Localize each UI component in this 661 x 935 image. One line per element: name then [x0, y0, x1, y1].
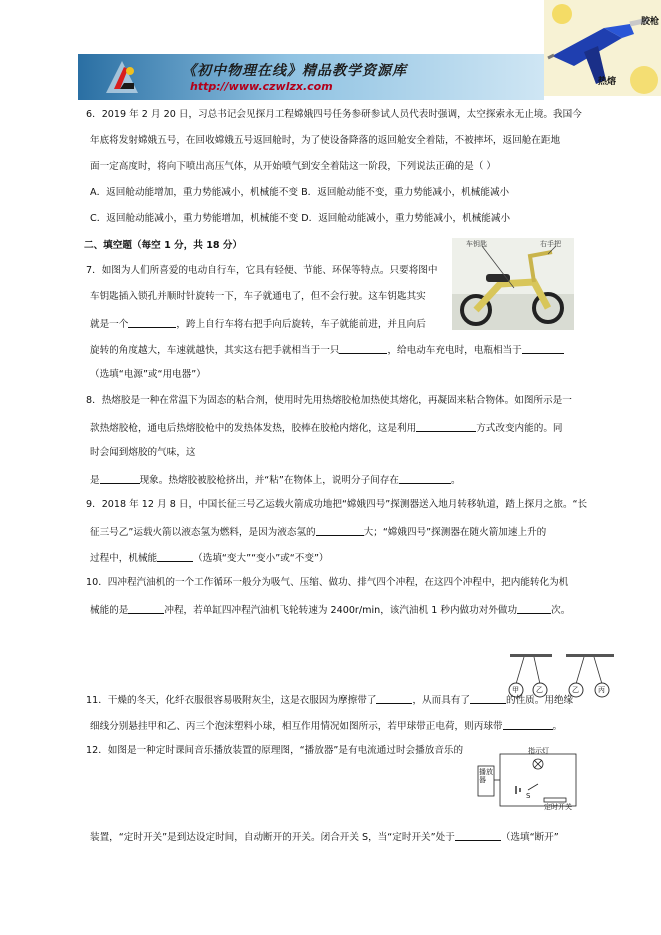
- q10-text-2a: 械能的是: [90, 605, 129, 616]
- q9-blank-2[interactable]: [157, 551, 193, 562]
- q10-line-1: 10．四冲程汽油机的一个工作循环一般分为吸气、压缩、做功、排气四个冲程，在这四个冲程中，把内能转化为机: [86, 577, 569, 588]
- q12-blank-1[interactable]: [455, 830, 501, 841]
- q7-line-3: [90, 317, 426, 331]
- ball-label-jia: 甲: [512, 686, 519, 694]
- q8-line-3: 时会闻到熔胶的气味，这: [90, 447, 196, 458]
- music-circuit-figure: [476, 744, 580, 810]
- q8-line-2: [90, 421, 563, 435]
- q12-text-2a: 装置，“定时开关”是到达设定时间，自动断开的开关。闭合开关 S，当“定时开关”处于: [90, 832, 455, 843]
- q7-line-2: 车钥匙插入锁孔并顺时针旋转一下，车子就通电了，但不会行驶。这车钥匙其实: [90, 291, 426, 302]
- q7-blank-2[interactable]: [339, 343, 387, 354]
- q11-blank-2[interactable]: [470, 693, 506, 704]
- bike-label-handle: 右手把: [540, 240, 561, 248]
- q8-text-2a: 款热熔胶枪，通电后热熔胶枪中的发热体发热，胶棒在胶枪内熔化，这是利用: [90, 423, 417, 434]
- q12-line-2: [90, 830, 559, 844]
- q11-blank-1[interactable]: [376, 693, 412, 704]
- section-fill-in-title: 二、填空题（每空 1 分，共 18 分）: [84, 240, 243, 251]
- corner-label-hot-melt: 热熔: [598, 77, 617, 87]
- q7-line-5: （选填“电源”或“用电器”）: [90, 369, 206, 380]
- q10-line-2: [90, 603, 570, 617]
- banner-url[interactable]: http://www.czwlzx.com: [190, 80, 333, 93]
- q6-line-3: 面一定高度时，将向下喷出高压气体，从开始喷气到安全着陆这一阶段，下列说法正确的是（ ）: [90, 161, 496, 172]
- q8-line-1: 8．热熔胶是一种在常温下为固态的粘合剂，使用时先用热熔胶枪加热使其熔化，再凝固来粘合物体。如图所示是一: [86, 395, 572, 406]
- site-logo-icon: [104, 59, 140, 95]
- header-banner: [78, 54, 544, 100]
- q7-line-4: [90, 343, 564, 357]
- q7-blank-1[interactable]: [128, 317, 176, 328]
- electric-bike-figure: [452, 238, 574, 330]
- q11-text-2a: 细线分别悬挂甲和乙、丙三个泡沫塑料小球，相互作用情况如图所示，若甲球带正电荷，则丙球带: [90, 721, 503, 732]
- q11-line-2: [90, 719, 562, 733]
- q9-blank-1[interactable]: [316, 525, 364, 536]
- q8-text-4c: 。: [450, 475, 461, 486]
- q10-text-2c: 次。: [551, 605, 571, 616]
- circuit-label-switch: S: [526, 792, 531, 800]
- bike-label-key: 车钥匙: [466, 240, 487, 248]
- banner-title: 《初中物理在线》精品教学资源库: [182, 63, 407, 79]
- corner-label-glue-gun: 胶枪: [640, 17, 659, 27]
- circuit-label-timer: 定时开关: [544, 803, 572, 811]
- q8-blank-1[interactable]: [416, 421, 476, 432]
- q9-line-2: [90, 525, 546, 539]
- q11-line-1: [86, 693, 573, 707]
- q8-line-4: [90, 473, 461, 487]
- q12-text-2b: （选填“断开”: [500, 832, 559, 843]
- q9-line-1: 9．2018 年 12 月 8 日，中国长征三号乙运载火箭成功地把“嫦娥四号”探测器送入地月转移轨道，踏上探月之旅。“长: [86, 499, 588, 510]
- q9-line-3: [90, 551, 329, 565]
- q10-blank-1[interactable]: [128, 603, 164, 614]
- q8-text-2b: 方式改变内能的。同: [476, 423, 563, 434]
- charged-balls-figure: [504, 654, 618, 698]
- q6-option-cd: C．返回舱动能减小，重力势能增加，机械能不变 D．返回舱动能减小，重力势能减小，机械能减小: [90, 213, 511, 224]
- q10-blank-2[interactable]: [517, 603, 551, 614]
- q9-text-2a: 征三号乙”运载火箭以液态氢为燃料，是因为液态氢的: [90, 527, 316, 538]
- q6-line-1: 6．2019 年 2 月 20 日，习总书记会见探月工程嫦娥四号任务参研参试人员代表时强调，太空探索永无止境。我国今: [86, 109, 582, 120]
- ball-label-yi-2: 乙: [572, 686, 579, 694]
- q9-text-2b: 大；“嫦娥四号”探测器在随火箭加速上升的: [363, 527, 547, 538]
- q11-blank-3[interactable]: [503, 719, 553, 730]
- electric-bike-icon: [452, 238, 574, 330]
- q8-text-4b: 现象。热熔胶被胶枪挤出，并“粘”在物体上，说明分子间存在: [139, 475, 399, 486]
- q7-text-3b: ，跨上自行车将右把手向后旋转，车子就能前进，并且向后: [176, 319, 426, 330]
- q9-text-3a: 过程中，机械能: [90, 553, 158, 564]
- q7-text-3a: 就是一个: [90, 319, 129, 330]
- q11-text-2b: 。: [552, 721, 563, 732]
- q8-blank-2[interactable]: [100, 473, 140, 484]
- q11-text-1a: 11．干燥的冬天，化纤衣服很容易吸附灰尘，这是衣服因为摩擦带了: [86, 695, 377, 706]
- q8-blank-3[interactable]: [399, 473, 451, 484]
- q7-text-4a: 旋转的角度越大，车速就越快，其实这右把手就相当于一只: [90, 345, 340, 356]
- q11-text-1b: ，从而具有了: [412, 695, 470, 706]
- glue-gun-illustration: [544, 0, 661, 96]
- ball-label-bing: 丙: [598, 686, 605, 694]
- q6-line-2: 年底将发射嫦娥五号，在回收嫦娥五号返回舱时，为了使设备降落的返回舱安全着陆，不被摔坏，返回舱在距地: [90, 135, 561, 146]
- circuit-label-lamp: 指示灯: [528, 747, 549, 755]
- q6-option-ab: A．返回舱动能增加，重力势能减小，机械能不变 B．返回舱动能不变，重力势能减小，机械能减小: [90, 187, 510, 198]
- q8-text-4a: 是: [90, 475, 100, 486]
- ball-label-yi-1: 乙: [536, 686, 543, 694]
- q7-blank-3[interactable]: [522, 343, 564, 354]
- q7-text-4b: ，给电动车充电时，电瓶相当于: [387, 345, 522, 356]
- circuit-label-player: 播放器: [479, 768, 493, 784]
- q7-line-1: 7．如图为人们所喜爱的电动自行车，它具有轻便、节能、环保等特点。只要将图中: [86, 265, 438, 276]
- q12-line-1: 12．如图是一种定时课间音乐播放装置的原理图，“播放器”是有电流通过时会播放音乐的: [86, 745, 464, 756]
- q10-text-2b: 冲程，若单缸四冲程汽油机飞轮转速为 2400r/min，该汽油机 1 秒内做功对外做功: [164, 605, 518, 616]
- q9-text-3b: （选填“变大”“变小”或“不变”）: [193, 553, 329, 564]
- q11-text-1c: 的性质。用绝缘: [506, 695, 574, 706]
